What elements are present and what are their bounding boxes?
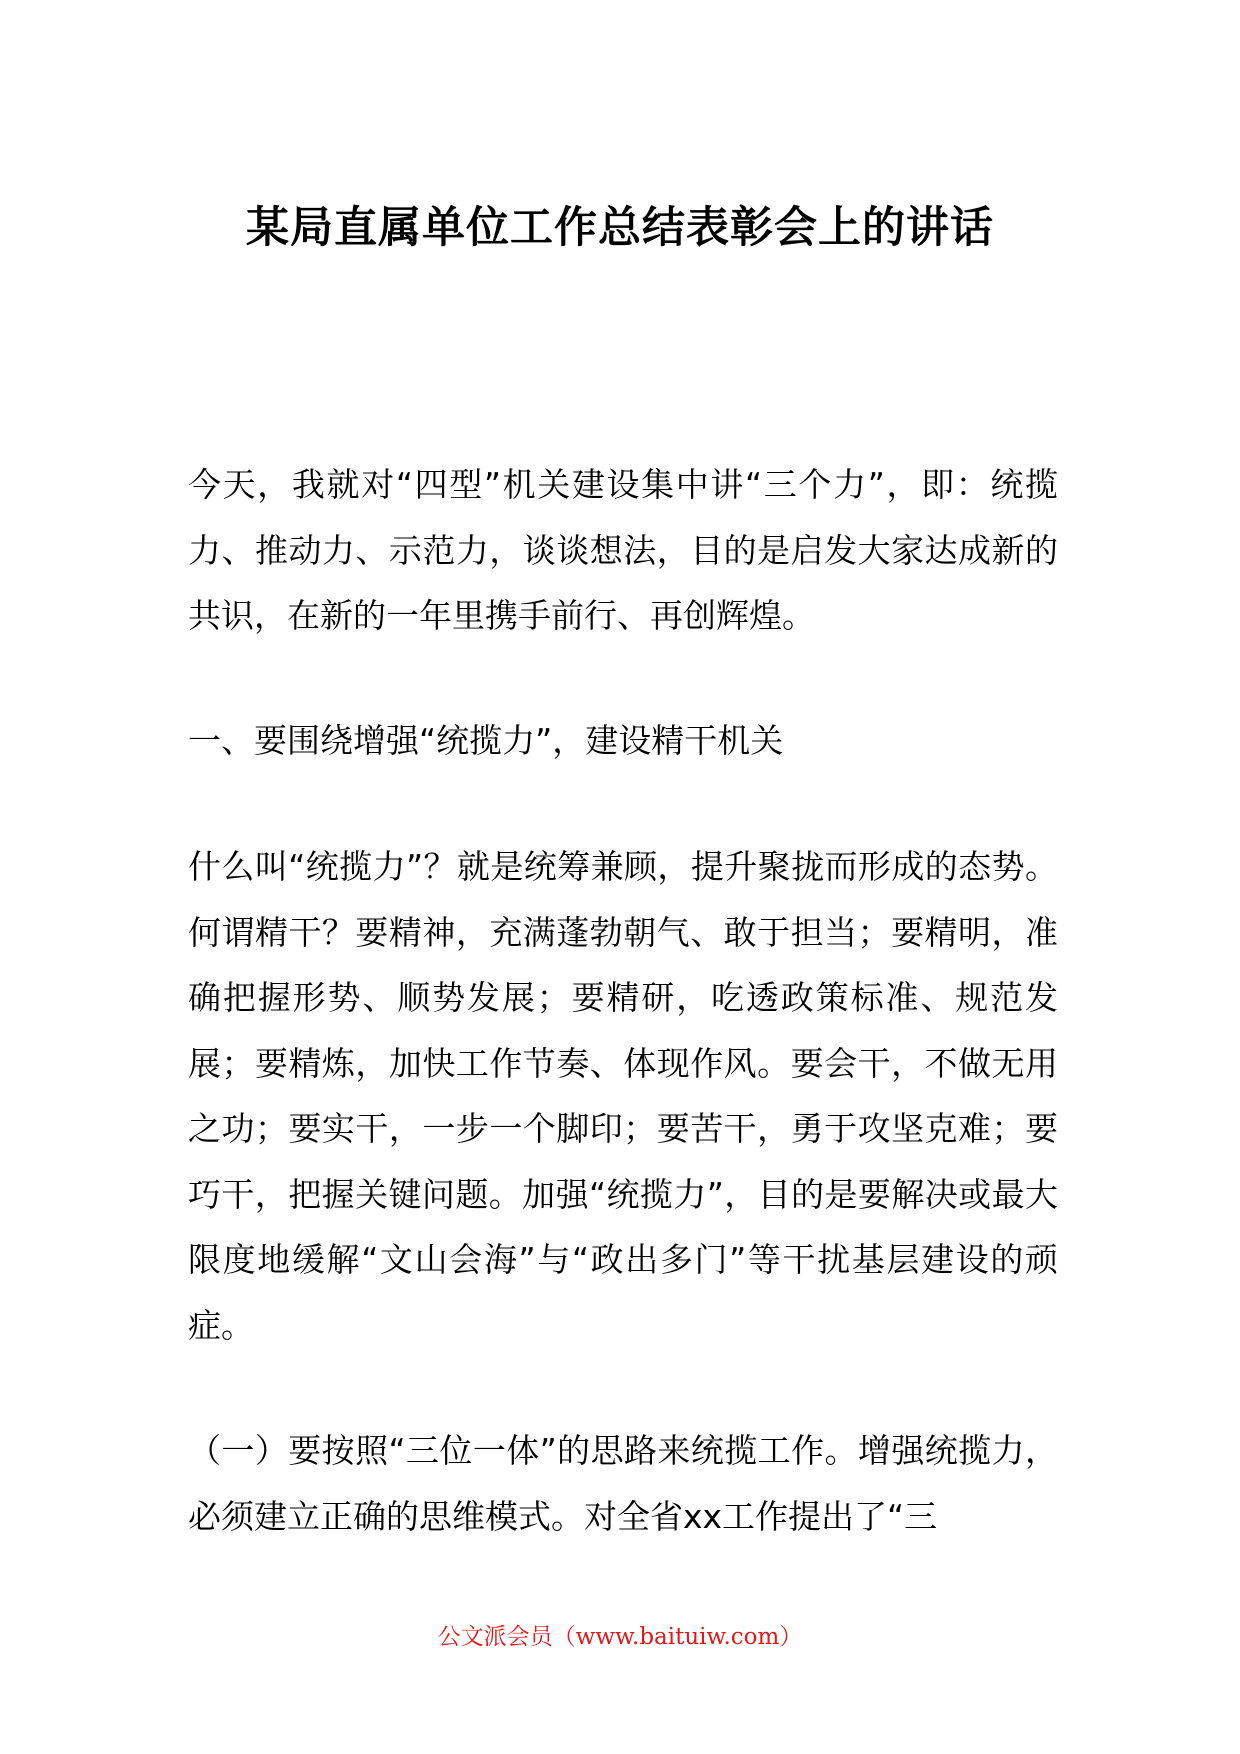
intro-paragraph: 今天，我就对“四型”机关建设集中讲“三个力”，即：统揽力、推动力、示范力，谈谈想法，目的是启发大家达成新的共识，在新的一年里携手前行、再创辉煌。 xyxy=(188,465,1058,635)
document-title: 某局直属单位工作总结表彰会上的讲话 xyxy=(246,203,994,253)
footer-watermark: 公文派会员（www.baituiw.com） xyxy=(437,1624,803,1650)
section-1-paragraph: 什么叫“统揽力”？就是统筹兼顾，提升聚拢而形成的态势。何谓精干？要精神，充满蓬勃朝气、敢于担当；要精明，准确把握形势、顺势发展；要精研，吃透政策标准、规范发展；要精炼，加快工作节奏、体现作风。要会干，不做无用之功；要实干，一步一个脚印；要苦干，勇于攻坚克难；要巧干，把握关键问题。加强“统揽力”，目的是要解决或最大限度地缓解“文山会海”与“政出多门”等干扰基层建设的顽症。 xyxy=(188,847,1058,1345)
section-heading-1: 一、要围绕增强“统揽力”，建设精干机关 xyxy=(188,721,784,760)
subsection-1-paragraph: （一）要按照“三位一体”的思路来统揽工作。增强统揽力，必须建立正确的思维模式。对全省xx工作提出了“三 xyxy=(188,1431,1058,1536)
